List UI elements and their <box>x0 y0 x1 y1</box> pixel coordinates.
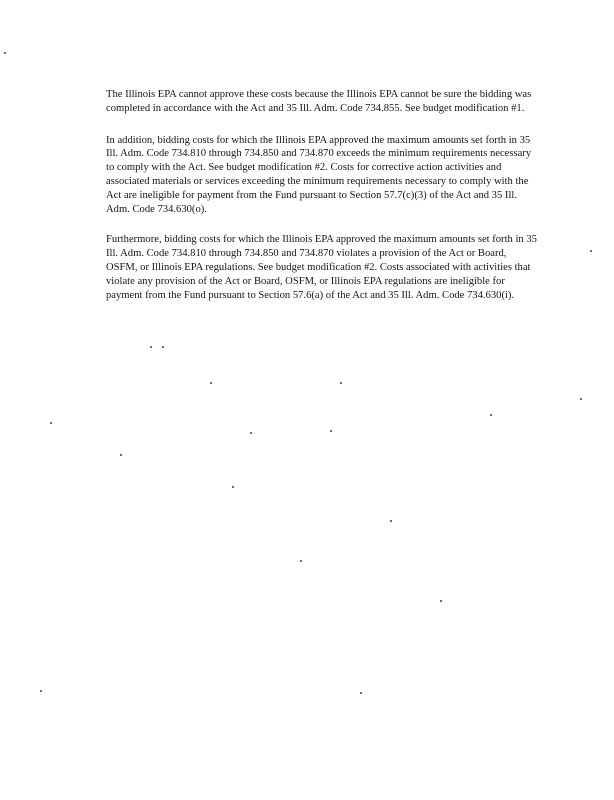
paragraph-violation-of-act: Furthermore, bidding costs for which the Illinois EPA approved the maximum amounts set forth in 35 Ill. Adm. Code 734.810 through 734.850 and 734.870 violates a provision of the Act or Board, OSFM, or Illinois EPA regulations. See budget modification #2. Costs associated with activities that violate any provision of the Act or Board, OSFM, or Illinois EPA regulations are ineligible for payment from the Fund pursuant to Section 57.6(a) of the Act and 35 Ill. Adm. Code 734.630(i). <box>106 234 537 301</box>
scan-speck <box>162 346 164 348</box>
scan-speck <box>390 520 392 522</box>
scan-speck <box>330 430 332 432</box>
scan-speck <box>50 422 52 424</box>
scan-speck <box>120 454 122 456</box>
scan-speck <box>490 414 492 416</box>
paragraph-minimum-requirements: In addition, bidding costs for which the Illinois EPA approved the maximum amounts set forth in 35 Ill. Adm. Code 734.810 through 734.850 and 734.870 exceeds the minimum requirements necessary to comply with the Act. See budget modification #2. Costs for corrective action activities and associated materials or services exceeding the minimum requirements necessary to comply with the Act are ineligible for payment from the Fund pursuant to Section 57.7(c)(3) of the Act and 35 Ill. Adm. Code 734.630(o). <box>106 134 532 215</box>
scan-speck <box>360 692 362 694</box>
scan-speck <box>250 432 252 434</box>
scan-speck <box>580 398 582 400</box>
scan-speck <box>4 52 6 54</box>
document-body <box>106 88 538 320</box>
scan-speck <box>340 382 342 384</box>
scan-speck <box>300 560 302 562</box>
scan-speck <box>232 486 234 488</box>
paragraph-costs-not-approved: The Illinois EPA cannot approve these costs because the Illinois EPA cannot be sure the bidding was completed in accordance with the Act and 35 Ill. Adm. Code 734.855. See budget modification #1. <box>106 89 532 114</box>
scan-speck <box>590 250 592 252</box>
scan-speck <box>150 346 152 348</box>
scan-speck <box>440 600 442 602</box>
scan-speck <box>40 690 42 692</box>
scan-speck <box>210 382 212 384</box>
